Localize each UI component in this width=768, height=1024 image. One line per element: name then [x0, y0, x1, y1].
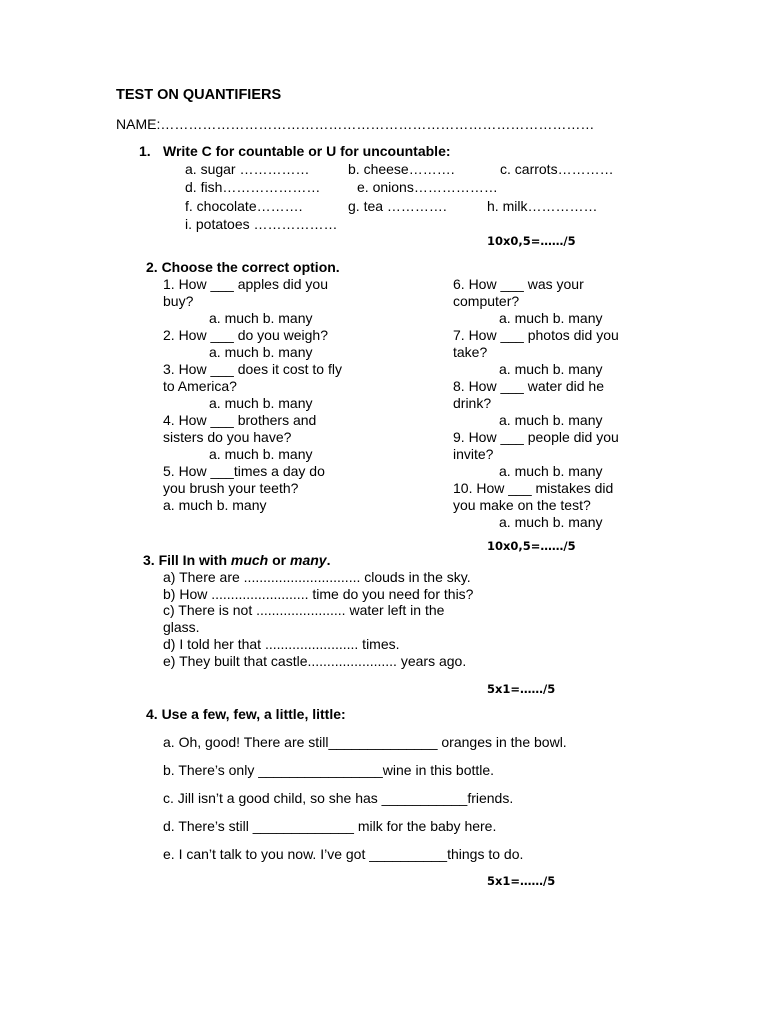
question-8-options: a. much b. many [499, 412, 603, 428]
question-5: 5. How ___times a day do you brush your teeth? [163, 463, 325, 496]
question-2-options: a. much b. many [209, 344, 313, 360]
s4-item-a: a. Oh, good! There are still______________ oranges in the bowl. [163, 734, 567, 750]
question-6: 6. How ___ was your computer? [453, 276, 584, 309]
name-line: NAME:………………………………………………………………………………… [116, 116, 595, 132]
question-6-options: a. much b. many [499, 310, 603, 326]
s3-line-c: c) There is not ....................... water left in the [163, 602, 445, 618]
section-2-score: 10x0,5=……/5 [487, 539, 576, 553]
question-8: 8. How ___ water did he drink? [453, 378, 604, 411]
s4-item-e: e. I can’t talk to you now. I’ve got __________things to do. [163, 846, 524, 862]
s3-line-a: a) There are .............................. clouds in the sky. [163, 569, 471, 585]
question-3-options: a. much b. many [209, 395, 313, 411]
s3-line-b: b) How ......................... time do you need for this? [163, 586, 474, 602]
section-1-heading: Write C for countable or U for uncountable: [163, 143, 451, 159]
s1-item-e: e. onions……………… [357, 179, 498, 195]
question-9-options: a. much b. many [499, 463, 603, 479]
question-5-options: a. much b. many [163, 497, 267, 513]
s4-item-c: c. Jill isn’t a good child, so she has ___________friends. [163, 790, 514, 806]
question-2: 2. How ___ do you weigh? [163, 327, 328, 343]
s3-line-c-cont: glass. [163, 619, 200, 635]
page-title: TEST ON QUANTIFIERS [116, 87, 282, 103]
s2-left-column [163, 276, 363, 514]
s3-line-d: d) I told her that ........................ times. [163, 636, 400, 652]
question-7-options: a. much b. many [499, 361, 603, 377]
s1-item-h: h. milk…………… [487, 198, 598, 214]
s1-item-b: b. cheese………. [348, 161, 455, 177]
s4-item-b: b. There’s only ________________wine in this bottle. [163, 762, 495, 778]
section-4-heading: 4. Use a few, few, a little, little: [146, 706, 346, 722]
question-4: 4. How ___ brothers and sisters do you have? [163, 412, 317, 445]
s2-right-column [453, 276, 653, 531]
question-3: 3. How ___ does it cost to fly to America? [163, 361, 342, 394]
s1-item-a: a. sugar …………… [185, 161, 310, 177]
section-1-number: 1. [139, 143, 151, 159]
question-1-options: a. much b. many [209, 310, 313, 326]
question-1: 1. How ___ apples did you buy? [163, 276, 328, 309]
s4-item-d: d. There’s still _____________ milk for the baby here. [163, 818, 497, 834]
question-7: 7. How ___ photos did you take? [453, 327, 619, 360]
question-9: 9. How ___ people did you invite? [453, 429, 619, 462]
s1-item-g: g. tea …………. [348, 198, 447, 214]
question-10: 10. How ___ mistakes did you make on the test? [453, 480, 614, 513]
section-3-score: 5x1=……/5 [487, 682, 556, 696]
section-4-score: 5x1=……/5 [487, 874, 556, 888]
section-2-heading: 2. Choose the correct option. [146, 259, 340, 275]
s1-item-f: f. chocolate………. [185, 198, 303, 214]
s1-item-d: d. fish………………… [185, 179, 321, 195]
question-10-options: a. much b. many [499, 514, 603, 530]
section-3-heading: 3. Fill In with much or many. [143, 552, 331, 568]
s1-item-c: c. carrots………… [500, 161, 614, 177]
question-4-options: a. much b. many [209, 446, 313, 462]
section-1-score: 10x0,5=……/5 [487, 234, 576, 248]
s3-line-e: e) They built that castle....................... years ago. [163, 653, 467, 669]
s1-item-i: i. potatoes ……………… [185, 216, 338, 232]
